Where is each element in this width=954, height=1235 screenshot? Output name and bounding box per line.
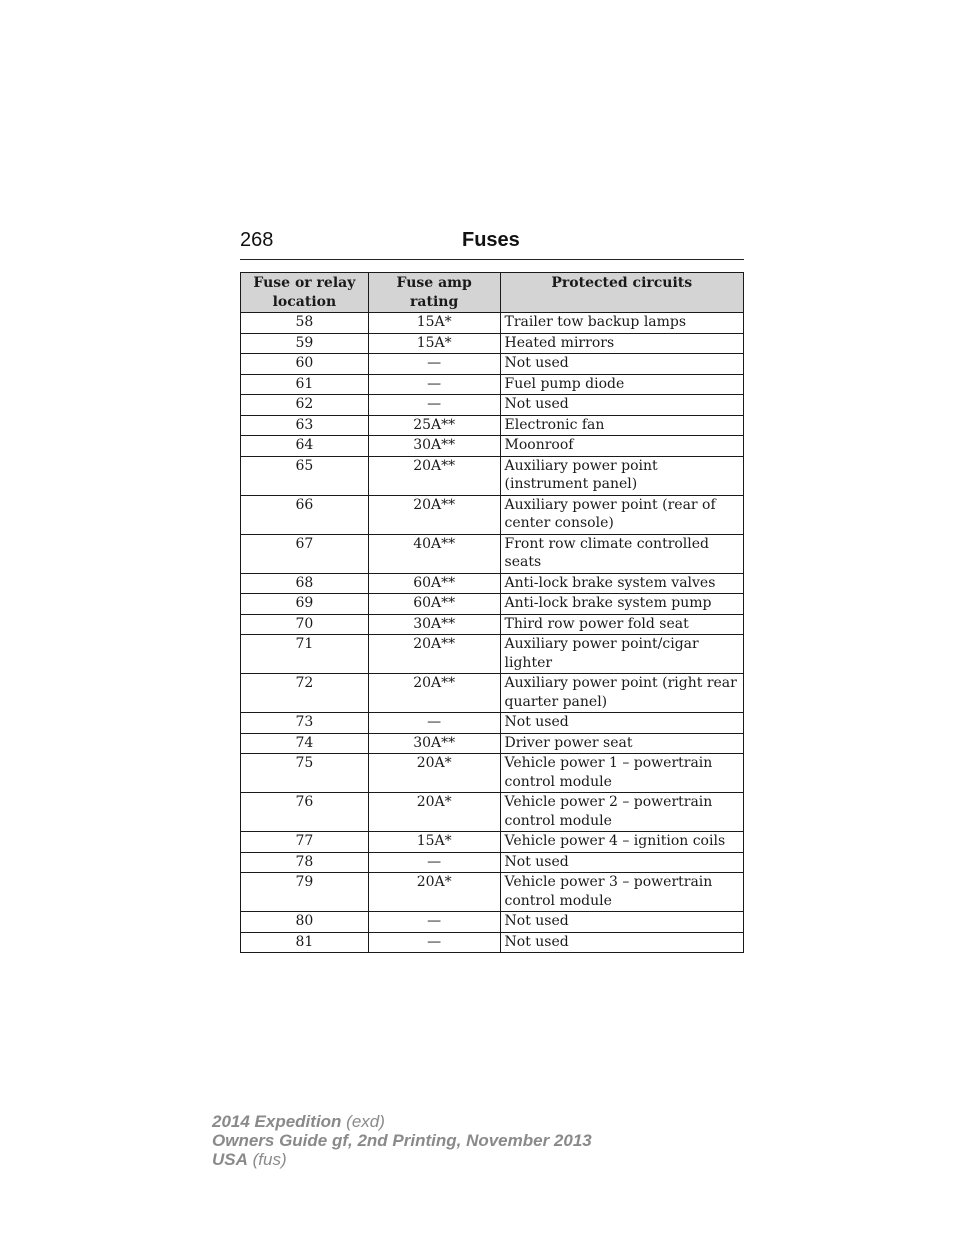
rating-cell: 20A*: [368, 873, 500, 912]
circuit-cell: Electronic fan: [500, 415, 743, 436]
circuit-cell: Auxiliary power point (right rear quarter panel): [500, 674, 743, 713]
location-cell: 58: [241, 313, 369, 334]
location-cell: 78: [241, 852, 369, 873]
rating-cell: —: [368, 354, 500, 375]
circuit-cell: Not used: [500, 852, 743, 873]
rating-cell: 60A**: [368, 594, 500, 615]
table-row: [241, 912, 744, 933]
table-row: [241, 832, 744, 853]
location-cell: 74: [241, 733, 369, 754]
location-cell: 61: [241, 374, 369, 395]
table-row: [241, 614, 744, 635]
rating-cell: 30A**: [368, 614, 500, 635]
section-title: Fuses: [462, 229, 520, 251]
rating-cell: 15A*: [368, 333, 500, 354]
location-cell: 68: [241, 573, 369, 594]
table-row: [241, 635, 744, 674]
circuit-cell: Fuel pump diode: [500, 374, 743, 395]
circuit-cell: Anti-lock brake system pump: [500, 594, 743, 615]
circuit-cell: Not used: [500, 912, 743, 933]
circuit-cell: Vehicle power 4 – ignition coils: [500, 832, 743, 853]
table-row: [241, 754, 744, 793]
location-cell: 71: [241, 635, 369, 674]
rating-cell: 25A**: [368, 415, 500, 436]
location-cell: 65: [241, 456, 369, 495]
circuit-cell: Vehicle power 2 – powertrain control module: [500, 793, 743, 832]
page-number: 268: [240, 229, 274, 251]
table-row: [241, 313, 744, 334]
location-cell: 80: [241, 912, 369, 933]
footer-line-edition: Owners Guide gf, 2nd Printing, November 2013: [212, 1131, 592, 1150]
table-row: [241, 395, 744, 416]
rating-cell: 20A*: [368, 754, 500, 793]
rating-cell: 30A**: [368, 436, 500, 457]
table-row: [241, 733, 744, 754]
rating-cell: 40A**: [368, 534, 500, 573]
table-row: [241, 354, 744, 375]
circuit-cell: Moonroof: [500, 436, 743, 457]
rating-cell: 20A*: [368, 793, 500, 832]
table-row: [241, 333, 744, 354]
column-header-rating: Fuse amp rating: [368, 273, 500, 313]
footer-line-market: [212, 1150, 592, 1169]
circuit-cell: Front row climate controlled seats: [500, 534, 743, 573]
circuit-cell: Not used: [500, 354, 743, 375]
table-row: [241, 534, 744, 573]
rating-cell: 15A*: [368, 313, 500, 334]
location-cell: 72: [241, 674, 369, 713]
circuit-cell: Not used: [500, 395, 743, 416]
circuit-cell: Auxiliary power point (instrument panel): [500, 456, 743, 495]
table-row: [241, 415, 744, 436]
circuit-cell: Vehicle power 3 – powertrain control module: [500, 873, 743, 912]
table-row: [241, 852, 744, 873]
location-cell: 76: [241, 793, 369, 832]
circuit-cell: Trailer tow backup lamps: [500, 313, 743, 334]
table-row: [241, 932, 744, 953]
rating-cell: —: [368, 713, 500, 734]
rating-cell: —: [368, 395, 500, 416]
footer-market-code: (fus): [247, 1150, 287, 1169]
location-cell: 77: [241, 832, 369, 853]
table-row: [241, 674, 744, 713]
circuit-cell: Third row power fold seat: [500, 614, 743, 635]
table-row: [241, 495, 744, 534]
table-row: [241, 374, 744, 395]
circuit-cell: Anti-lock brake system valves: [500, 573, 743, 594]
rating-cell: —: [368, 852, 500, 873]
location-cell: 67: [241, 534, 369, 573]
location-cell: 79: [241, 873, 369, 912]
page-footer: [212, 1112, 592, 1169]
location-cell: 70: [241, 614, 369, 635]
table-row: [241, 594, 744, 615]
table-row: [241, 573, 744, 594]
location-cell: 75: [241, 754, 369, 793]
rating-cell: 15A*: [368, 832, 500, 853]
fuse-table: [240, 272, 744, 953]
rating-cell: 30A**: [368, 733, 500, 754]
footer-model: 2014 Expedition: [212, 1112, 342, 1131]
column-header-circuits: Protected circuits: [500, 273, 743, 313]
location-cell: 73: [241, 713, 369, 734]
location-cell: 63: [241, 415, 369, 436]
column-header-location: Fuse or relay location: [241, 273, 369, 313]
table-row: [241, 873, 744, 912]
location-cell: 62: [241, 395, 369, 416]
table-row: [241, 436, 744, 457]
table-body: [241, 313, 744, 953]
circuit-cell: Auxiliary power point/cigar lighter: [500, 635, 743, 674]
circuit-cell: Auxiliary power point (rear of center console): [500, 495, 743, 534]
table-row: [241, 456, 744, 495]
circuit-cell: Not used: [500, 713, 743, 734]
location-cell: 66: [241, 495, 369, 534]
footer-model-code: (exd): [341, 1112, 385, 1131]
footer-line-model: [212, 1112, 592, 1131]
circuit-cell: Not used: [500, 932, 743, 953]
location-cell: 60: [241, 354, 369, 375]
rating-cell: 60A**: [368, 573, 500, 594]
rating-cell: —: [368, 912, 500, 933]
circuit-cell: Vehicle power 1 – powertrain control module: [500, 754, 743, 793]
footer-market: USA: [212, 1150, 248, 1169]
table-row: [241, 793, 744, 832]
location-cell: 81: [241, 932, 369, 953]
rating-cell: 20A**: [368, 456, 500, 495]
location-cell: 69: [241, 594, 369, 615]
rating-cell: 20A**: [368, 635, 500, 674]
circuit-cell: Heated mirrors: [500, 333, 743, 354]
location-cell: 64: [241, 436, 369, 457]
rating-cell: —: [368, 932, 500, 953]
table-row: [241, 713, 744, 734]
page-header: [240, 229, 744, 260]
rating-cell: 20A**: [368, 674, 500, 713]
rating-cell: 20A**: [368, 495, 500, 534]
table-header-row: [241, 273, 744, 313]
location-cell: 59: [241, 333, 369, 354]
rating-cell: —: [368, 374, 500, 395]
circuit-cell: Driver power seat: [500, 733, 743, 754]
